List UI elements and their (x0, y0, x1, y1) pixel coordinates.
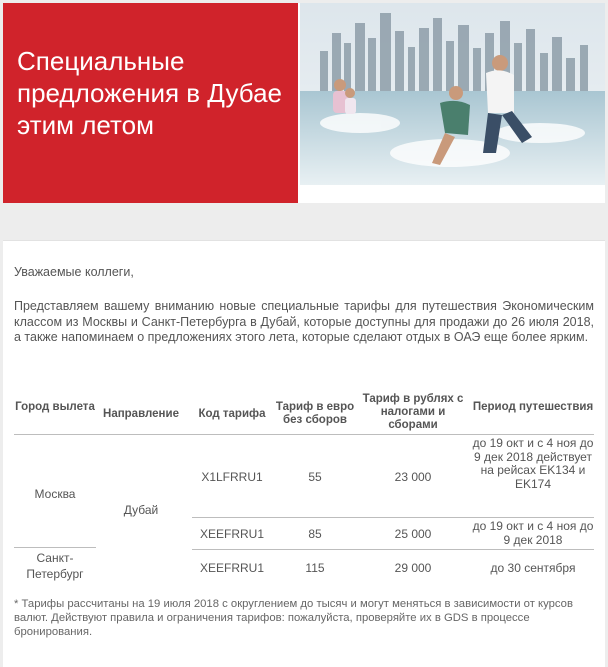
header-code: Код тарифа (198, 408, 266, 420)
header-city: Город вылета (15, 401, 95, 413)
row1-rub: 23 000 (394, 470, 432, 484)
promo-banner (3, 3, 605, 203)
header-rub: Тариф в рублях с налогами и сборами (362, 393, 464, 431)
letter-card (3, 240, 605, 667)
city-moscow: Москва (34, 487, 76, 501)
dubai-beach-photo (300, 3, 605, 185)
row2-divider (192, 549, 594, 550)
row2-period: до 19 окт и с 4 ноя до 9 дек 2018 (472, 519, 594, 547)
row2-code: XEEFRRU1 (199, 527, 264, 541)
banner-title: Специальные предложения в Дубае этим летом (17, 46, 282, 140)
header-eur: Тариф в евро без сборов (275, 401, 355, 426)
row1-code: X1LFRRU1 (201, 470, 263, 484)
row2-eur: 85 (308, 527, 322, 541)
greeting-text: Уважаемые коллеги, (14, 265, 134, 279)
row1-eur: 55 (308, 470, 322, 484)
intro-paragraph: Представляем вашему вниманию новые специальные тарифы для путешествия Экономическим классом из Москвы и Санкт-Петербурга в Дубай, которые доступны для продажи до 26 июля 2018, а также напоминаем о предложениях этого лета, которые сделают отдых в ОАЭ еще более ярким. (14, 299, 594, 344)
row2-rub: 25 000 (394, 527, 432, 541)
row3-code: XEEFRRU1 (199, 561, 264, 575)
city-spb: Санкт-Петербург (26, 551, 84, 581)
header-divider (14, 434, 594, 435)
city-divider (14, 547, 96, 548)
row1-divider (192, 517, 594, 518)
footnote-text: * Тарифы рассчитаны на 19 июля 2018 с округлением до тысяч и могут меняться в зависимости от курсов валют. Действуют правила и ограничения тарифов: пожалуйста, проверяйте их в GDS в процессе бронирования. (14, 598, 573, 638)
row3-rub: 29 000 (394, 561, 432, 575)
header-direction: Направление (103, 408, 179, 420)
direction-dubai: Дубай (123, 503, 159, 517)
fares-table (14, 391, 594, 586)
row3-eur: 115 (305, 561, 325, 575)
banner-title-panel (3, 3, 298, 203)
row1-period: до 19 окт и с 4 ноя до 9 дек 2018 действует на рейсах EK134 и EK174 (472, 436, 594, 491)
header-period: Период путешествия (472, 401, 594, 413)
row3-period: до 30 сентября (490, 561, 576, 575)
